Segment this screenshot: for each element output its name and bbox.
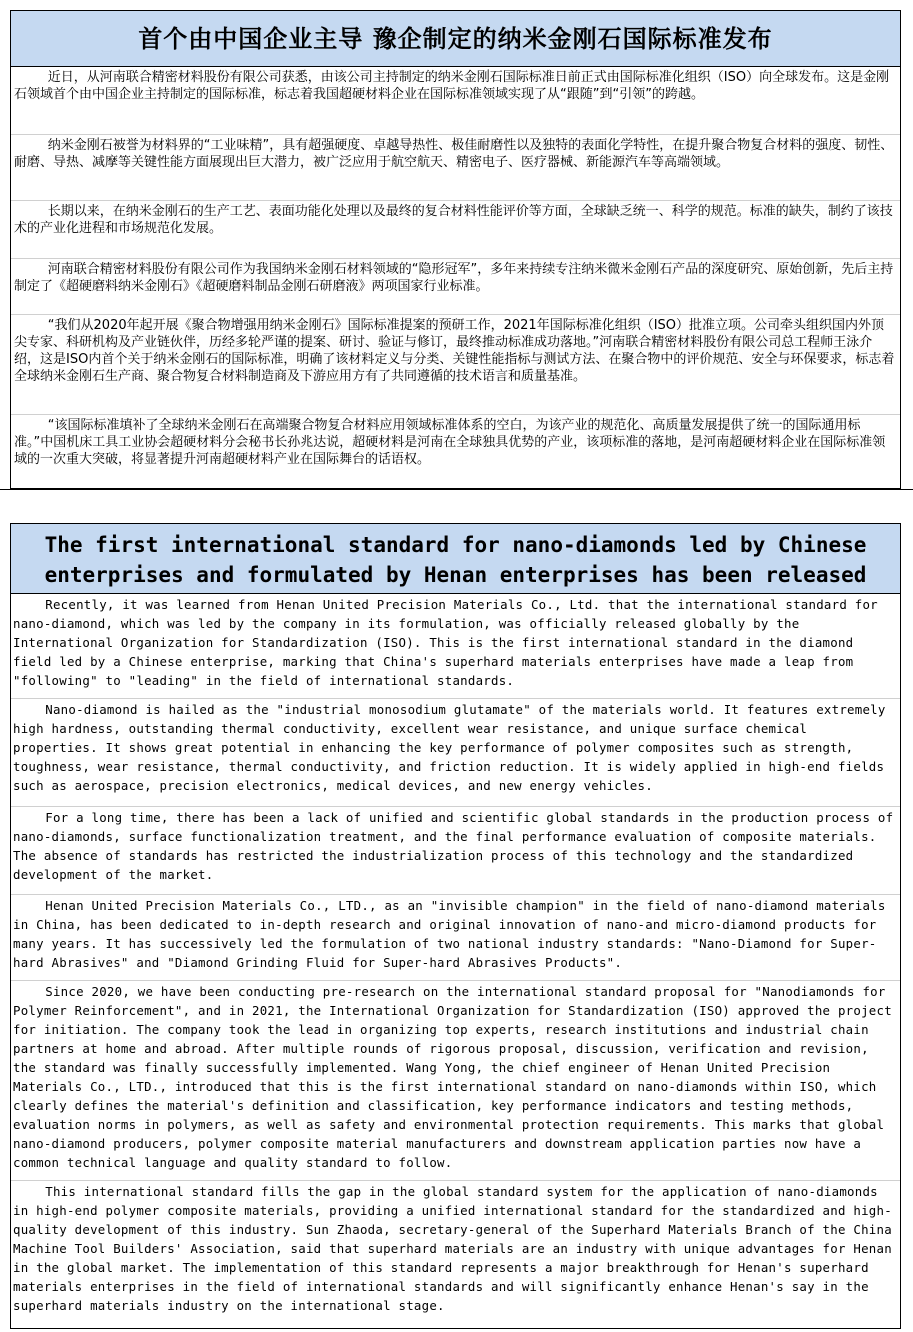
section-spacer [0, 489, 913, 524]
chinese-article [10, 10, 901, 489]
chinese-title: 首个由中国企业主导 豫企制定的纳米金刚石国际标准发布 [11, 11, 900, 67]
english-title: The first international standard for nano-diamonds led by Chinese enterprises and formulated by Henan enterprises has been released [11, 524, 900, 594]
chinese-paragraph-5: “我们从2020年起开展《聚合物增强用纳米金刚石》国际标准提案的预研工作，2021年国际标准化组织（ISO）批准立项。公司牵头组织国内外顶尖专家、科研机构及产业链伙伴，历经多轮严谨的提案、研讨、验证与修订，最终推动标准成功落地。”河南联合精密材料股份有限公司总工程师王泳介绍，这是ISO内首个关于纳米金刚石的国际标准，明确了该材料定义与分类、关键性能指标与测试方法、在聚合物中的评价规范、安全与环保要求，标志着全球纳米金刚石生产商、聚合物复合材料制造商及下游应用方有了共同遵循的技术语言和质量基准。 [11, 315, 900, 415]
chinese-paragraph-6: “该国际标准填补了全球纳米金刚石在高端聚合物复合材料应用领域标准体系的空白，为该产业的规范化、高质量发展提供了统一的国际通用标准。”中国机床工具工业协会超硬材料分会秘书长孙兆达说，超硬材料是河南在全球独具优势的产业，该项标准的落地，是河南超硬材料企业在国际标准领域的一次重大突破，将显著提升河南超硬材料产业在国际舞台的话语权。 [14, 418, 886, 467]
english-paragraph-1: Recently, it was learned from Henan United Precision Materials Co., Ltd. that the international standard for nano-diamond, which was led by the company in its formulation, was officially released globally by the International Organization for Standardization (ISO). This is the first international standard in the diamond field led by a Chinese enterprise, marking that China's superhard materials enterprises have made a leap from "following" to "leading" in the field of international standards. [11, 594, 900, 699]
chinese-paragraph-3: 长期以来，在纳米金刚石的生产工艺、表面功能化处理以及最终的复合材料性能评价等方面，全球缺乏统一、科学的规范。标准的缺失，制约了该技术的产业化进程和市场规范化发展。 [11, 201, 900, 259]
english-article [10, 523, 901, 1329]
english-paragraph-4: Henan United Precision Materials Co., LTD., as an "invisible champion" in the field of nano-diamond materials in China, has been dedicated to in-depth research and original innovation of nano-and micro-diamond products for many years. It has successively led the formulation of two national industry standards: "Nano-Diamond for Super-hard Abrasives" and "Diamond Grinding Fluid for Super-hard Abrasives Products". [11, 895, 900, 981]
english-paragraph-3: For a long time, there has been a lack of unified and scientific global standards in the production process of nano-diamonds, surface functionalization treatment, and the final performance evaluation of composite materials. The absence of standards has restricted the industrialization process of this technology and the standardized development of the market. [11, 807, 900, 895]
english-paragraph-2: Nano-diamond is hailed as the "industrial monosodium glutamate" of the materials world. It features extremely high hardness, outstanding thermal conductivity, excellent wear resistance, and unique surface chemical properties. It shows great potential in enhancing the key performance of polymer composites such as strength, toughness, wear resistance, thermal conductivity, and friction reduction. It is widely applied in high-end fields such as aerospace, precision electronics, medical devices, and new energy vehicles. [11, 699, 900, 807]
english-paragraph-5: Since 2020, we have been conducting pre-research on the international standard proposal for "Nanodiamonds for Polymer Reinforcement", and in 2021, the International Organization for Standardization (ISO) approved the project for initiation. The company took the lead in organizing top experts, research institutions and industrial chain partners at home and abroad. After multiple rounds of rigorous proposal, discussion, verification and revision, the standard was finally successfully implemented. Wang Yong, the chief engineer of Henan United Precision Materials Co., LTD., introduced that this is the first international standard on nano-diamonds within ISO, which clearly defines the material's definition and classification, key performance indicators and testing methods, evaluation norms in polymers, as well as safety and environmental protection requirements. This marks that global nano-diamond producers, polymer composite material manufacturers and downstream application parties now have a common technical language and quality standard to follow. [11, 981, 900, 1181]
chinese-paragraph-2: 纳米金刚石被誉为材料界的“工业味精”，具有超强硬度、卓越导热性、极佳耐磨性以及独特的表面化学特性，在提升聚合物复合材料的强度、韧性、耐磨、导热、减摩等关键性能方面展现出巨大潜力，被广泛应用于航空航天、精密电子、医疗器械、新能源汽车等高端领域。 [11, 135, 900, 201]
chinese-paragraph-1: 近日，从河南联合精密材料股份有限公司获悉，由该公司主持制定的纳米金刚石国际标准日前正式由国际标准化组织（ISO）向全球发布。这是金刚石领域首个由中国企业主持制定的国际标准，标志着我国超硬材料企业在国际标准领域实现了从“跟随”到“引领”的跨越。 [11, 67, 900, 135]
chinese-paragraph-4: 河南联合精密材料股份有限公司作为我国纳米金刚石材料领域的“隐形冠军”，多年来持续专注纳米微米金刚石产品的深度研究、原始创新，先后主持制定了《超硬磨料纳米金刚石》《超硬磨料制品金刚石研磨液》两项国家行业标准。 [11, 259, 900, 315]
english-paragraph-6: This international standard fills the gap in the global standard system for the application of nano-diamonds in high-end polymer composite materials, providing a unified international standard for the standardized and high-quality development of this industry. Sun Zhaoda, secretary-general of the Superhard Materials Branch of the China Machine Tool Builders' Association, said that superhard materials are an industry with unique advantages for Henan in the global market. The implementation of this standard represents a major breakthrough for Henan's superhard materials enterprises in the field of international standards and will significantly enhance Henan's say in the superhard materials industry on the international stage. [13, 1184, 892, 1313]
